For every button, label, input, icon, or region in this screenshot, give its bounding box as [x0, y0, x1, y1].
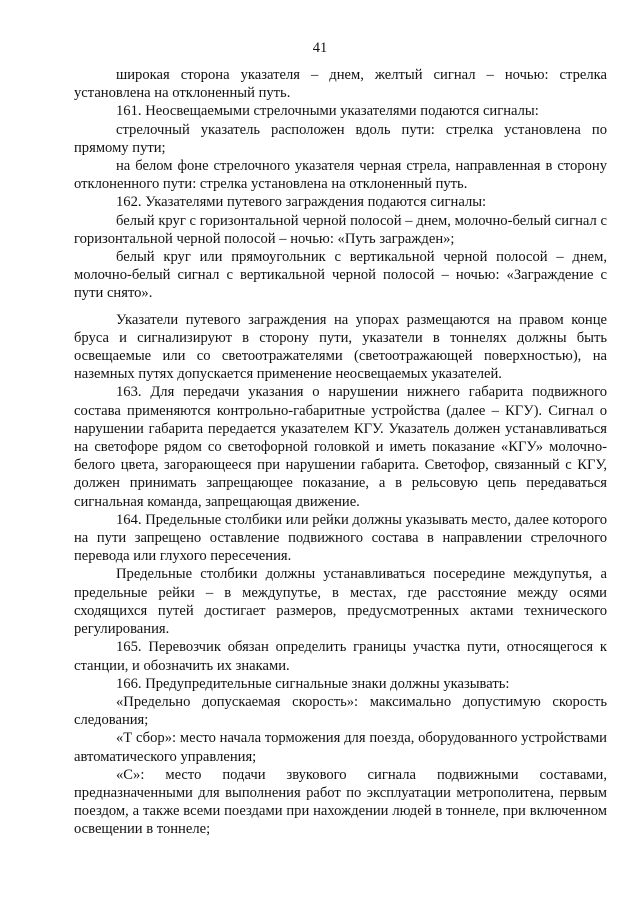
paragraph-163: 163. Для передачи указания о нарушении нижнего габарита подвижного состава применяются контрольно-габаритные устройства (далее – КГУ). Сигнал о нарушении габарита передается указателем КГУ. Указатель должен устанавливаться на светофоре рядом со светофорной головкой и иметь показание «КГУ» молочно-белого цвета, загорающееся при нарушении габарита. Светофор, связанный с КГУ, должен принимать запрещающее показание, а в рельсовую цепь передаваться сигнальная команда, запрещающая движение. — [74, 384, 607, 510]
paragraph-166-item-1: «Предельно допускаемая скорость»: максимально допустимую скорость следования; — [74, 693, 607, 729]
paragraph-spacer — [74, 303, 607, 311]
body-text — [74, 66, 607, 839]
paragraph-166-item-2: «Т сбор»: место начала торможения для поезда, оборудованного устройствами автоматического управления; — [74, 730, 607, 765]
paragraph-166: 166. Предупредительные сигнальные знаки должны указывать: — [116, 675, 510, 692]
paragraph-161: 161. Неосвещаемыми стрелочными указателями подаются сигналы: — [116, 103, 539, 120]
paragraph-161-item-2: на белом фоне стрелочного указателя черная стрела, направленная в сторону отклоненного пути: стрелка установлена на отклоненный путь. — [74, 158, 607, 193]
paragraph-162: 162. Указателями путевого заграждения подаются сигналы: — [116, 194, 487, 211]
paragraph-161-item-1: стрелочный указатель расположен вдоль пути: стрелка установлена по прямому пути; — [74, 121, 607, 156]
paragraph-165: 165. Перевозчик обязан определить границы участка пути, относящегося к станции, и обозначить их знаками. — [74, 639, 607, 674]
paragraph-164: 164. Предельные столбики или рейки должны указывать место, далее которого на пути запрещено оставление подвижного состава в направлении стрелочного перевода или глухого пересечения. — [74, 511, 607, 565]
paragraph-162-item-1: белый круг с горизонтальной черной полосой – днем, молочно-белый сигнал с горизонтальной черной полосой – ночью: «Путь загражден»; — [74, 212, 607, 247]
paragraph-164-note: Предельные столбики должны устанавливаться посередине междупутья, а предельные рейки – в междупутье, в местах, где расстояние между осями сходящихся путей достигает размеров, предусмотренных актами технического регулирования. — [74, 566, 607, 638]
page-number: 41 — [312, 40, 328, 56]
paragraph-162-note: Указатели путевого заграждения на упорах размещаются на правом конце бруса и сигнализируют в сторону пути, указатели в тоннелях должны быть освещаемые или со светоотражателями (светоотражающей поверхностью), на наземных путях допускается применение неосвещаемых указателей. — [74, 311, 607, 383]
paragraph-162-item-2: белый круг или прямоугольник с вертикальной черной полосой – днем, молочно-белый сигнал с вертикальной черной полосой – ночью: «Заграждение с пути снято». — [74, 249, 607, 302]
paragraph-166-item-3: «С»: место подачи звукового сигнала подвижными составами, предназначенными для выполнения работ по эксплуатации метрополитена, первым поездом, а также всеми поездами при нахождении людей в тоннеле, при включенном освещении в тоннеле; — [74, 766, 607, 838]
paragraph-continuation: широкая сторона указателя – днем, желтый сигнал – ночью: стрелка установлена на отклоненный путь. — [74, 67, 607, 102]
